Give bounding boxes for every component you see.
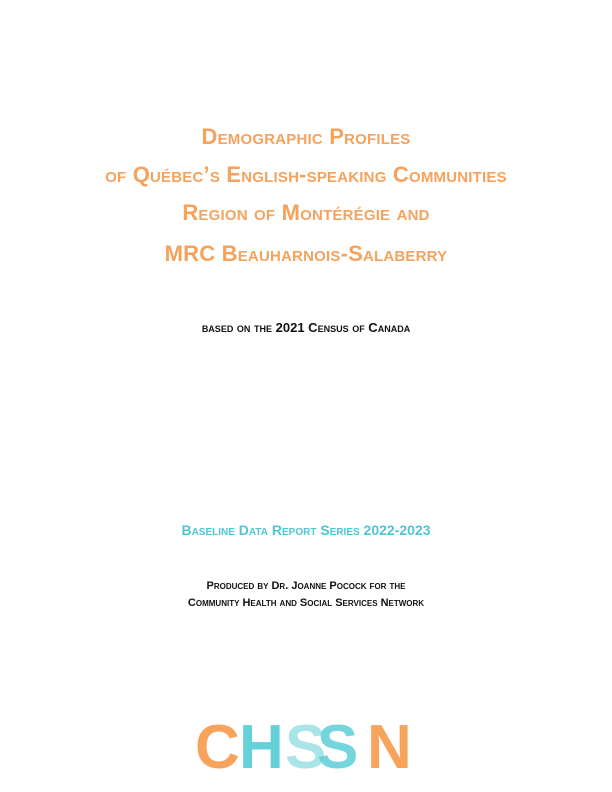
produced-line-2: Community Health and Social Services Network [187,597,425,609]
title-line-2: of Québec’s English-speaking Communities [105,162,507,187]
report-title [0,118,612,273]
produced-by [0,578,612,612]
title-line-4: MRC Beauharnois-Salaberry [164,241,448,266]
census-subtitle: based on the 2021 Census of Canada [201,320,411,335]
logo-letter-h: H [239,713,284,776]
logo-letter-s1: S [285,713,327,776]
title-line-1: Demographic Profiles [201,124,411,149]
report-series: Baseline Data Report Series 2022-2023 [181,522,431,538]
logo-letter-n: N [367,713,412,776]
title-line-3: Region of Montérégie and [182,200,430,225]
logo-letter-c: C [195,713,240,776]
logo-letter-s2: S [317,713,359,776]
chssn-logo [195,712,417,776]
chssn-logo-graphic [195,712,417,776]
produced-line-1: Produced by Dr. Joanne Pocock for the [206,580,406,592]
